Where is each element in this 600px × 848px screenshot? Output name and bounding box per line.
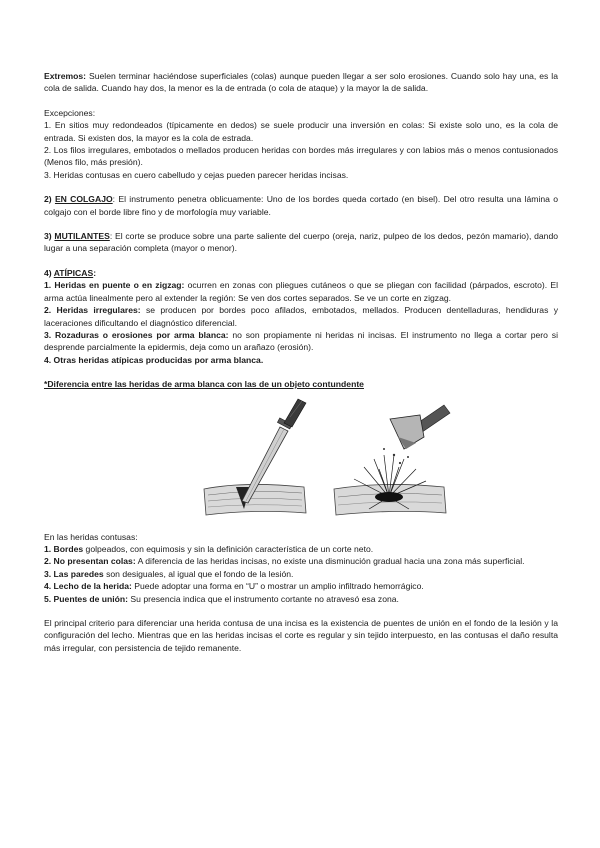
contusa-item [44, 568, 558, 580]
excepcion-item: 1. En sitios muy redondeados (típicamente en dedos) se suele producir una inversión en colas: Si existe solo uno, es la cola de entrada. Si existen dos, la mayor es la cola de estrada. [44, 120, 558, 143]
contusa-item-label: 2. No presentan colas: [44, 556, 136, 567]
excepcion-item: 2. Los filos irregulares, embotados o mellados producen heridas con bordes más irregulares y con labios más o menos contusionados (Menos filo, más presión). [44, 145, 558, 168]
contusa-item [44, 555, 558, 567]
contusa-item [44, 543, 558, 555]
diferencia-title [44, 378, 558, 390]
atipica-item [44, 279, 558, 304]
contusa-item-text: golpeados, con equimosis y sin la definición característica de un corte neto. [83, 543, 374, 554]
colgajo-number: 2) [44, 194, 55, 205]
contusa-item-label: 4. Lecho de la herida: [44, 581, 132, 592]
atipicas-colon: : [93, 267, 97, 278]
atipica-item-label: 2. Heridas irregulares: [44, 305, 141, 316]
incised-wound-illustration [204, 399, 306, 515]
contusas-intro: En las heridas contusas: [44, 531, 138, 542]
colgajo-label: EN COLGAJO [54, 194, 113, 205]
contusa-item [44, 580, 558, 592]
atipica-item [44, 304, 558, 329]
atipica-item-text: no son propiamente ni heridas ni incisas. El instrumento no llega a cortar pero si desprende parcialmente la epidermis, deja como un arañazo (erosión). [44, 329, 558, 353]
atipicas-heading [44, 267, 558, 279]
mutilantes-number: 3) [44, 231, 55, 242]
conclusion-paragraph: El principal criterio para diferenciar una herida contusa de una incisa es la existencia de puentes de unión en el fondo de la lesión y la configuración del lecho. Mientras que en las heridas incisas el corte es regular y sin tejido interpuesto, en las contusas el daño resulta más irregular, con persistencia de tejido remanente. [44, 617, 558, 653]
contusa-item-text: son desiguales, al igual que el fondo de la lesión. [103, 568, 294, 579]
atipica-item [44, 354, 558, 366]
atipica-item-label: 4. Otras heridas atípicas producidas por arma blanca. [44, 354, 264, 365]
extremos-text: Suelen terminar haciéndose superficiales (colas) aunque pueden llegar a ser solo erosiones. Cuando solo hay una, es la cola de salida. Cuando hay dos, la menor es la de entrada (o cola de ataque) y la mayor la de salida. [44, 71, 558, 94]
knife-and-hammer-illustration [194, 397, 454, 527]
contusa-item-text: Puede adoptar una forma en “U” o mostrar un amplio infiltrado hemorrágico. [131, 581, 424, 592]
excepciones-heading: Excepciones: [44, 107, 96, 118]
atipica-item-text: se producen por bordes poco afilados, embotados, mellados. Producen dentelladuras, hendiduras y laceraciones dificultando el diagnóstico diferencial. [44, 305, 558, 328]
contusa-item-label: 1. Bordes [44, 543, 84, 554]
contusa-item-label: 3. Las paredes [44, 568, 104, 579]
contused-wound-illustration [334, 405, 450, 515]
colgajo-text: : El instrumento penetra oblicuamente: Uno de los bordes queda cortado (en bisel). Del otro resulta una lámina o colgajo con el borde libre fino y de morfología muy variable. [44, 194, 558, 217]
contusa-item-text: Su presencia indica que el instrumento cortante no atravesó esa zona. [128, 593, 399, 604]
atipica-item-text: ocurren en zonas con pliegues cutáneos o que se pliegan con facilidad (párpados, escroto). El arma actúa linealmente pero al extender la región: Se ven dos cortes separados. Se ve un corte en zigzag. [44, 280, 558, 303]
atipica-item-label: 3. Rozaduras o erosiones por arma blanca: [44, 329, 229, 340]
contusa-item-text: A diferencia de las heridas incisas, no existe una disminución gradual hacia una zona más superficial. [135, 556, 525, 567]
wound-comparison-figure [44, 397, 558, 527]
contusa-item [44, 593, 558, 605]
document-page [44, 70, 558, 654]
mutilantes-paragraph [44, 230, 558, 255]
atipica-item-label: 1. Heridas en puente o en zigzag: [44, 280, 185, 291]
excepcion-item: 3. Heridas contusas en cuero cabelludo y cejas pueden parecer heridas incisas. [44, 169, 349, 180]
mutilantes-label: MUTILANTES [54, 231, 110, 242]
extremos-label: Extremos: [44, 71, 87, 81]
contusa-item-label: 5. Puentes de unión: [44, 593, 129, 604]
diferencia-title-text: *Diferencia entre las heridas de arma blanca con las de un objeto contundente [44, 379, 364, 390]
atipica-item [44, 329, 558, 354]
atipicas-label: ATÍPICAS [53, 267, 94, 278]
colgajo-paragraph [44, 193, 558, 218]
atipicas-number: 4) [44, 267, 54, 278]
extremos-paragraph [44, 70, 558, 95]
mutilantes-text: : El corte se produce sobre una parte saliente del cuerpo (oreja, nariz, pulpeo de los dedos, pezón mamario), dando lugar a una separación completa (mayor o menor). [44, 231, 559, 254]
